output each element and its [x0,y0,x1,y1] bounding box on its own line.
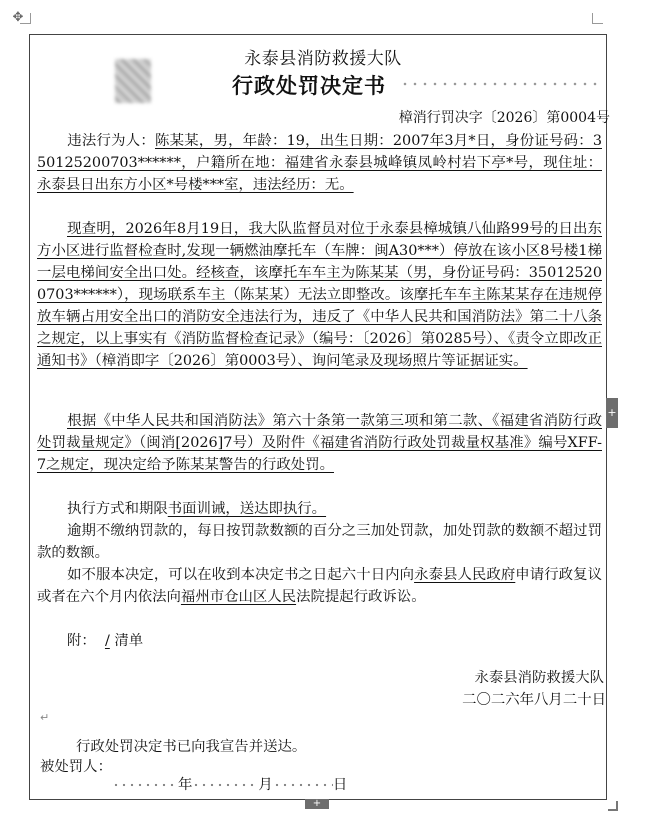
appeal-text-1: 如不服本决定，可以在收到本决定书之日起六十日内向 [67,567,415,583]
document-number: 樟消行罚决字〔2026〕第0004号 [398,110,610,126]
party-label: 违法行为人： [67,133,155,149]
appeal-court: 福州市仓山区人民 [180,589,297,605]
page-corner-mark [592,13,603,24]
basis-text: 根据《中华人民共和国消防法》第六十条第一款第三项和第二款、《福建省消防行政处罚裁量规定》（闽消[2026]7号）及附件《福建省消防行政处罚裁量权基准》编号XFF-7之规定，现决定给予陈某某警告的行政处罚。 [37,413,602,473]
attachment-label: 附： [67,633,96,649]
date-month-label: 月 [258,777,273,793]
date-year-label: 年 [178,777,193,793]
date-fill-dots [192,783,258,787]
signature-agency: 永泰县消防救援大队 [474,670,604,686]
add-row-plus-icon[interactable]: + [305,799,329,809]
signature-date: 二〇二六年八月二十日 [462,692,606,708]
party-paragraph [37,130,602,196]
execution-prefix: 执行方式和期限 [67,501,168,517]
document-title: 行政处罚决定书 [232,73,386,98]
execution-paragraph [37,498,602,520]
party-text: 陈某某，男，年龄：19，出生日期：2007年3月*日，身份证号码：350125200703******，户籍所在地：福建省永泰县城峰镇凤岭村岩下亭*号，现住址：永泰县日出东方小区*号楼***室，违法经历：无。 [37,133,602,193]
execution-text: 书面训诫，送达即执行。 [167,501,327,517]
appeal-text-3: 法院提起行政诉讼。 [296,589,426,605]
table-move-handle-icon[interactable]: ✥ [12,10,24,25]
overdue-paragraph [37,520,602,564]
date-day-label: 日 [332,777,348,793]
recipient-label: 被处罚人： [40,759,112,775]
attachment-suffix: 清单 [114,633,144,649]
service-date-line [112,773,347,794]
appeal-paragraph [37,564,602,608]
attachment-value: / [104,633,110,649]
appeal-government: 永泰县人民政府 [414,567,516,583]
service-statement: 行政处罚决定书已向我宣告并送达。 [76,739,307,755]
appeal-text-2: 申请行政复议或者在六个月内依法向 [37,567,602,605]
overdue-text: 逾期不缴纳罚款的，每日按罚款数额的百分之三加处罚款，加处罚款的数额不超过罚款的数额。 [37,523,602,561]
header-agency: 永泰县消防救援大队 [244,49,402,69]
title-dot-leader [400,82,600,86]
paragraph-mark-icon: ↵ [40,711,50,724]
date-fill-dots [273,783,333,787]
table-resize-handle-icon[interactable] [608,801,618,811]
date-fill-dots [112,783,178,787]
add-column-plus-icon[interactable]: + [606,398,618,428]
page-corner-mark [20,13,31,24]
facts-text: 现查明，2026年8月19日，我大队监督员对位于永泰县樟城镇八仙路99号的日出东方小区进行监督检查时,发现一辆燃油摩托车（车牌：闽A30***）停放在该小区8号楼1梯一层电梯间安全出口处。经核查，该摩托车车主为陈某某（男，身份证号码：350125200703******），现场联系车主（陈某某）无法立即整改。该摩托车车主陈某某存在违规停放车辆占用安全出口的消防安全违法行为，违反了《中华人民共和国消防法》第二十八条之规定，以上事实有《消防监督检查记录》（编号：〔2026〕第0285号）、《责令立即改正通知书》（樟消即字〔2026〕第0003号）、询问笔录及现场照片等证据证实。 [37,221,602,369]
basis-paragraph [37,410,602,476]
attachment-paragraph [37,630,602,652]
facts-paragraph [37,218,602,372]
